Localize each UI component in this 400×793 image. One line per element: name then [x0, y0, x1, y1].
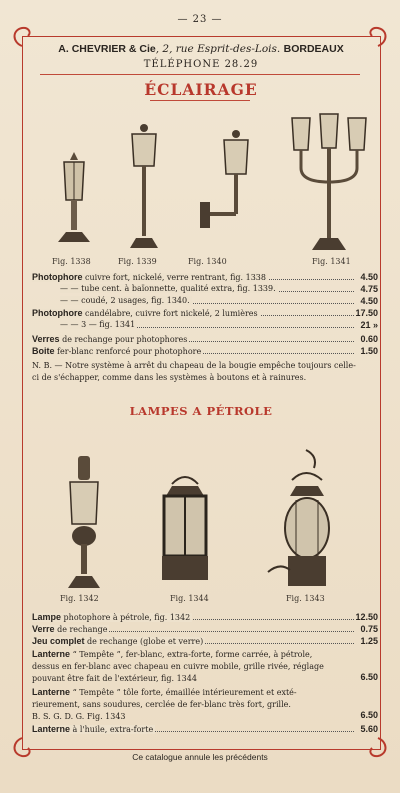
section-title-eclairage: ÉCLAIRAGE: [144, 80, 258, 99]
price-value: 0.60: [360, 334, 378, 344]
figure-caption: Fig. 1344: [170, 594, 209, 603]
price-line: Photophore candélabre, cuivre fort nickelé, 2 lumières: [32, 308, 354, 319]
company-header: [26, 43, 376, 55]
figure-caption: Fig. 1338: [52, 257, 91, 266]
figure-caption: Fig. 1341: [312, 257, 351, 266]
price-value: 12.50: [355, 612, 378, 622]
candelabra-1341-illustration: [288, 108, 370, 254]
price-line: Photophore cuivre fort, nickelé, verre rentrant, fig. 1338: [32, 272, 354, 283]
price-value: 5.60: [360, 724, 378, 734]
price-line: — — tube cent. à baïonnette, qualité extra, fig. 1339.: [60, 284, 354, 295]
photophore-1339-illustration: [124, 122, 164, 254]
page-number: — 23 —: [177, 14, 223, 25]
lanterne-1343-illustration: [266, 446, 344, 592]
figure-caption: Fig. 1340: [188, 257, 227, 266]
price-value: 0.75: [360, 624, 378, 634]
figure-caption: Fig. 1339: [118, 257, 157, 266]
price-value: 6.50: [360, 710, 378, 720]
price-line: — — 3 — fig. 1341: [60, 320, 354, 331]
price-value: 4.75: [360, 284, 378, 294]
price-line: Jeu complet de rechange (globe et verre): [32, 636, 354, 647]
lampe-1342-illustration: [62, 452, 106, 592]
price-value: 21 »: [360, 320, 378, 330]
price-value: 6.50: [360, 672, 378, 682]
section-divider: [150, 100, 250, 101]
photophore-1338-illustration: [52, 150, 96, 250]
price-line: Boite fer-blanc renforcé pour photophore: [32, 346, 354, 357]
header-divider: [40, 74, 360, 75]
company-name: A. CHEVRIER & Cie: [58, 43, 156, 55]
company-address: , 2, rue Esprit-des-Lois.: [155, 43, 281, 55]
figure-caption: Fig. 1342: [60, 594, 99, 603]
price-line: Verres de rechange pour photophores: [32, 334, 354, 345]
price-value: 1.25: [360, 636, 378, 646]
section-title-lampes: LAMPES A PÉTROLE: [129, 404, 273, 418]
price-line: Verre de rechange: [32, 624, 354, 635]
photophore-1340-illustration: [196, 128, 256, 254]
lantern-1344-description: Lanterne “ Tempête ”, fer-blanc, extra-forte, forme carrée, à pétrole, dessus en fer-blanc avec chapeau en cuivre mobile, grille rivée, réglage pouvant être fait de l'extérieur, fig. 1344: [32, 649, 324, 683]
figure-caption: Fig. 1343: [286, 594, 325, 603]
lantern-1343-description: Lanterne “ Tempête ” tôle forte, émaillée intérieurement et exté- rieurement, sans soudures, cerclée de fer-blanc très fort, grille. B. S. G. D. G. Fig. 1343: [32, 687, 297, 721]
price-value: 1.50: [360, 346, 378, 356]
company-city: BORDEAUX: [283, 43, 344, 55]
footer-note: Ce catalogue annule les précédents: [132, 752, 268, 762]
price-value: 4.50: [360, 296, 378, 306]
company-phone: TÉLÉPHONE 28.29: [143, 59, 259, 70]
price-line: Lampe photophore à pétrole, fig. 1342: [32, 612, 354, 623]
lanterne-1344-illustration: [158, 470, 212, 588]
price-value: 17.50: [355, 308, 378, 318]
note-text: N. B. — Notre système à arrêt du chapeau de la bougie empêche toujours celle-ci de s'échapper, comme dans les systèmes à boutons et à rainures.: [32, 361, 356, 382]
price-line: Lanterne à l'huile, extra-forte: [32, 724, 354, 735]
price-line: — — coudé, 2 usages, fig. 1340.: [60, 296, 354, 307]
price-value: 4.50: [360, 272, 378, 282]
